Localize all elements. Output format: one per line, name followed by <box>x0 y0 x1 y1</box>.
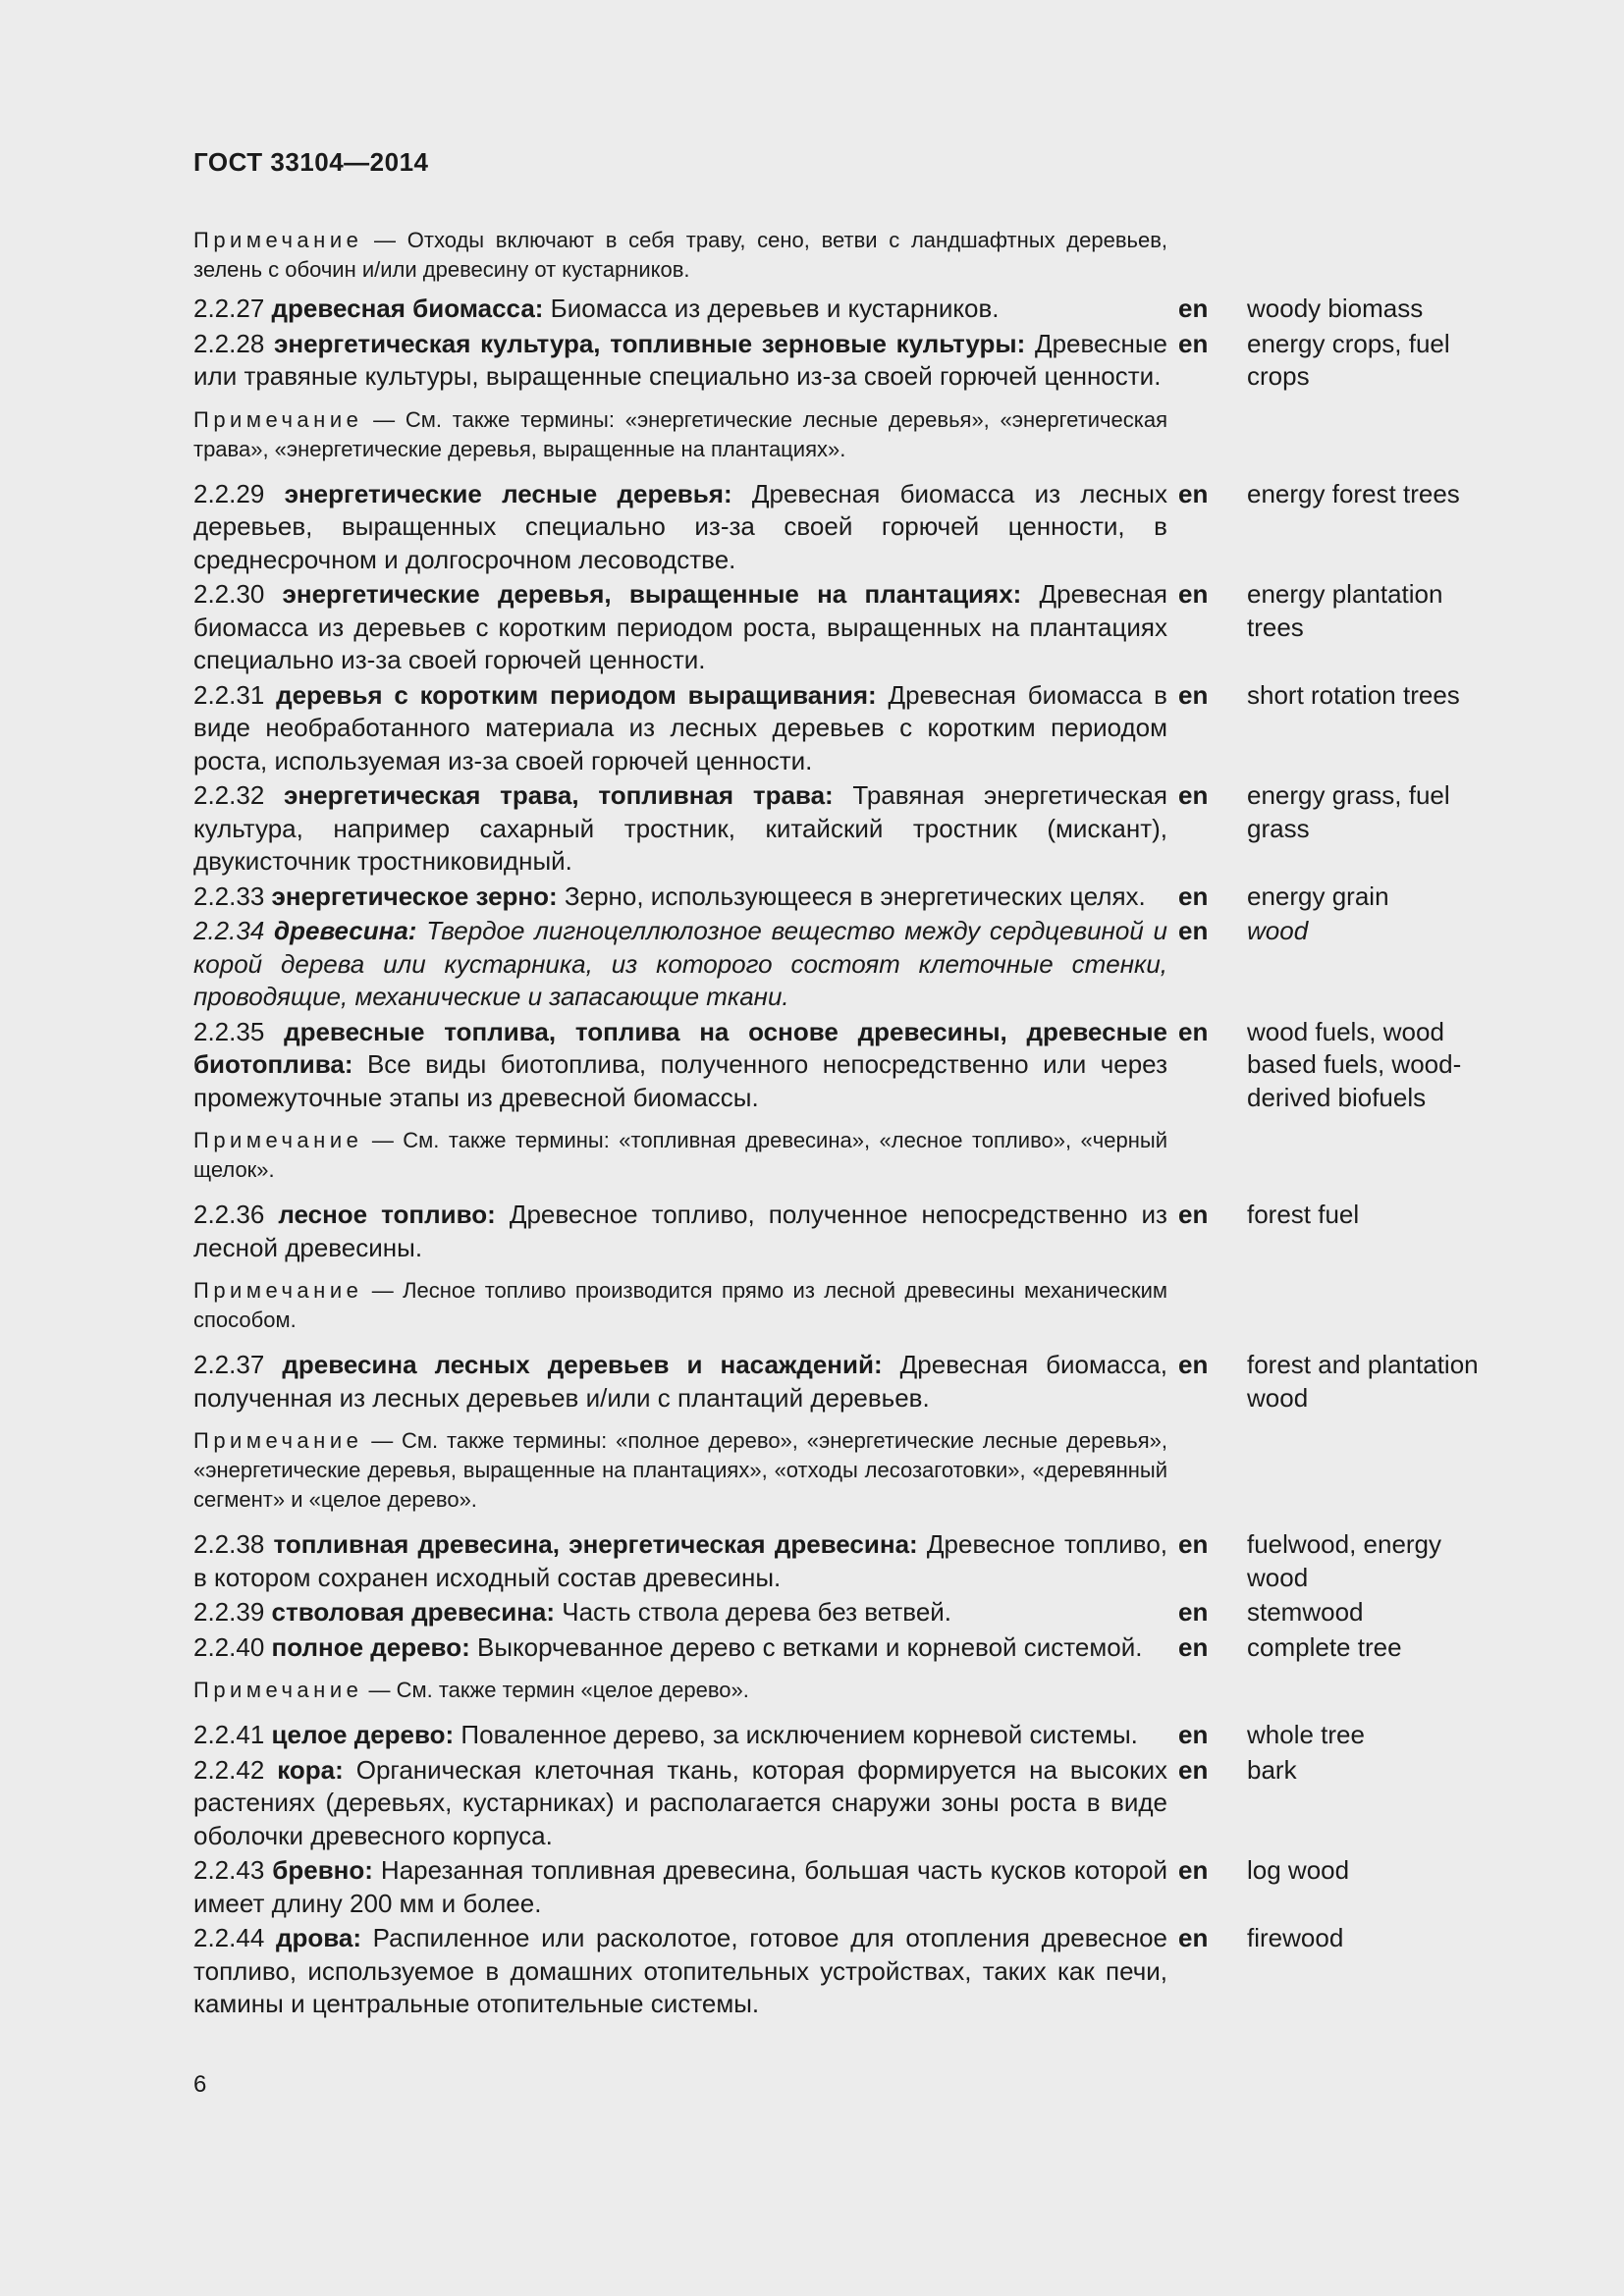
english-term: energy crops, fuel crops <box>1247 328 1450 391</box>
term-row <box>193 1199 1509 1264</box>
term-name: энергетическое зерно: <box>271 881 558 911</box>
english-term: energy grass, fuel grass <box>1247 780 1450 843</box>
term-number: 2.2.28 <box>193 328 265 358</box>
term-number: 2.2.39 <box>193 1597 265 1627</box>
term-def-text: Твердое лигноцеллюлозное вещество между сердцевиной и корой дерева или кустарника, из которого состоят клеточные стенки, проводящие, механические и запасающие ткани. <box>193 916 1167 1011</box>
term-number: 2.2.42 <box>193 1754 265 1785</box>
term-number: 2.2.41 <box>193 1720 265 1749</box>
term-definition <box>193 478 1167 577</box>
term-definition <box>193 1596 1167 1629</box>
term-number: 2.2.33 <box>193 881 265 911</box>
note-body: См. также термин «целое дерево». <box>396 1678 749 1702</box>
english-term: fuelwood, energy wood <box>1247 1529 1442 1592</box>
term-name: бревно: <box>272 1855 373 1885</box>
term-number: 2.2.27 <box>193 294 265 323</box>
term-name: стволовая древесина: <box>271 1597 556 1627</box>
language-tag: en <box>1178 1529 1209 1559</box>
language-tag: en <box>1178 294 1209 323</box>
note-row <box>193 1126 1509 1185</box>
term-def-text: Все виды биотоплива, полученного непосредственно или через промежуточные этапы из древесной биомассы. <box>193 1049 1167 1112</box>
term-row <box>193 779 1509 879</box>
note-dash: — <box>362 406 406 432</box>
term-name: древесина: <box>274 916 417 945</box>
language-tag: en <box>1178 881 1209 911</box>
language-tag: en <box>1178 1855 1209 1885</box>
note-label: Примечание <box>193 1128 363 1152</box>
english-term: bark <box>1247 1754 1297 1785</box>
language-tag: en <box>1178 1350 1209 1379</box>
term-definition <box>193 915 1167 1014</box>
term-name: дрова: <box>275 1923 361 1952</box>
term-number: 2.2.36 <box>193 1200 265 1229</box>
language-tag: en <box>1178 328 1209 358</box>
term-definition <box>193 578 1167 677</box>
page-number: 6 <box>193 2071 207 2098</box>
english-term: firewood <box>1247 1923 1344 1952</box>
term-number: 2.2.30 <box>193 579 265 609</box>
term-name: топливная древесина, энергетическая древесина: <box>273 1529 918 1559</box>
term-definition <box>193 779 1167 879</box>
term-definition <box>193 1922 1167 2021</box>
language-tag: en <box>1178 478 1209 508</box>
language-tag: en <box>1178 579 1209 609</box>
english-term: energy forest trees <box>1247 478 1460 508</box>
note-text <box>193 405 1167 464</box>
term-row <box>193 1596 1509 1629</box>
english-term: wood fuels, wood based fuels, wood-derived biofuels <box>1247 1016 1462 1112</box>
term-def-text: Древесная биомасса из лесных деревьев, выращенных специально из-за своей горючей ценности, в среднесрочном и долгосрочном лесоводстве. <box>193 478 1167 574</box>
english-term: log wood <box>1247 1855 1350 1885</box>
language-tag: en <box>1178 1200 1209 1229</box>
note-body: См. также термины: «топливная древесина», «лесное топливо», «черный щелок». <box>193 1128 1167 1182</box>
term-row <box>193 293 1509 326</box>
term-row <box>193 1754 1509 1853</box>
term-name: деревья с коротким периодом выращивания: <box>276 679 877 710</box>
english-term: energy plantation trees <box>1247 579 1443 642</box>
note-row <box>193 1276 1509 1335</box>
term-name: древесина лесных деревьев и насаждений: <box>282 1350 883 1379</box>
term-def-text: Нарезанная топливная древесина, большая часть кусков которой имеет длину 200 мм и более. <box>193 1855 1167 1918</box>
note-text <box>193 226 1167 285</box>
note-dash: — <box>362 1278 404 1303</box>
note-body: См. также термины: «полное дерево», «энергетические лесные деревья», «энергетические деревья, выращенные на плантациях», «отходы лесозаготовки», «деревянный сегмент» и «целое дерево». <box>193 1428 1168 1512</box>
language-tag: en <box>1178 1016 1209 1046</box>
term-def-text: Древесная биомасса, полученная из лесных деревьев и/или с плантаций деревьев. <box>193 1350 1168 1413</box>
term-number: 2.2.35 <box>193 1016 265 1046</box>
term-def-text: Выкорчеванное дерево с ветками и корневой системой. <box>469 1631 1143 1662</box>
terms-list <box>193 221 1509 2023</box>
note-dash: — <box>362 228 407 252</box>
term-row <box>193 1922 1509 2021</box>
term-row <box>193 328 1509 394</box>
note-label: Примечание <box>193 406 363 432</box>
note-body: См. также термины: «энергетические лесные деревья», «энергетическая трава», «энергетические деревья, выращенные на плантациях». <box>193 406 1167 461</box>
english-term: forest fuel <box>1247 1200 1360 1229</box>
term-def-text: Часть ствола дерева без ветвей. <box>555 1597 952 1627</box>
language-tag: en <box>1178 916 1209 945</box>
term-number: 2.2.43 <box>193 1855 265 1885</box>
term-definition <box>193 293 1167 326</box>
language-tag: en <box>1178 1754 1209 1785</box>
language-tag: en <box>1178 1597 1209 1627</box>
note-row <box>193 226 1509 285</box>
term-definition <box>193 1719 1167 1752</box>
note-body: Лесное топливо производится прямо из лесной древесины механическим способом. <box>193 1278 1168 1332</box>
term-row <box>193 1719 1509 1752</box>
term-def-text: Древесные или травяные культуры, выращенные специально из-за своей горючей ценности. <box>193 328 1167 391</box>
english-term: forest and plantation wood <box>1247 1350 1479 1413</box>
term-row <box>193 1528 1509 1594</box>
note-label: Примечание <box>193 1678 363 1702</box>
term-number: 2.2.44 <box>193 1923 265 1952</box>
term-row <box>193 1016 1509 1115</box>
term-def-text: Биомасса из деревьев и кустарников. <box>543 294 1000 323</box>
note-dash: — <box>362 1428 403 1453</box>
term-name: кора: <box>277 1754 344 1785</box>
term-def-text: Зерно, использующееся в энергетических целях. <box>557 881 1146 911</box>
note-label: Примечание <box>193 1428 363 1453</box>
term-name: энергетическая трава, топливная трава: <box>284 780 834 810</box>
term-row <box>193 881 1509 914</box>
term-definition <box>193 1528 1167 1594</box>
language-tag: en <box>1178 679 1209 710</box>
english-term: complete tree <box>1247 1631 1402 1662</box>
term-definition <box>193 1754 1167 1853</box>
term-name: древесные топлива, топлива на основе древесины, древесные биотоплива: <box>193 1016 1167 1079</box>
term-name: лесное топливо: <box>278 1200 496 1229</box>
term-def-text: Древесная биомасса из деревьев с коротким периодом роста, выращенных на плантациях специально из-за своей горючей ценности. <box>193 579 1167 674</box>
term-number: 2.2.37 <box>193 1350 265 1379</box>
note-row <box>193 1676 1509 1705</box>
note-text <box>193 1126 1167 1185</box>
term-row <box>193 1854 1509 1920</box>
note-body: Отходы включают в себя траву, сено, ветви с ландшафтных деревьев, зелень с обочин и/или древесину от кустарников. <box>193 228 1167 282</box>
term-row <box>193 578 1509 677</box>
term-definition <box>193 679 1167 778</box>
term-number: 2.2.38 <box>193 1529 265 1559</box>
term-number: 2.2.40 <box>193 1631 265 1662</box>
english-term: energy grain <box>1247 881 1389 911</box>
note-row <box>193 1426 1509 1515</box>
english-term: wood <box>1247 916 1309 945</box>
term-def-text: Древесное топливо, в котором сохранен исходный состав древесины. <box>193 1529 1167 1592</box>
note-text <box>193 1676 1167 1705</box>
term-name: энергетические деревья, выращенные на плантациях: <box>282 579 1022 609</box>
term-name: полное дерево: <box>271 1631 470 1662</box>
english-term: whole tree <box>1247 1720 1365 1749</box>
note-row <box>193 405 1509 464</box>
english-term: stemwood <box>1247 1597 1364 1627</box>
term-row <box>193 478 1509 577</box>
term-name: целое дерево: <box>271 1720 455 1749</box>
term-definition <box>193 881 1167 914</box>
term-definition <box>193 1854 1167 1920</box>
english-term: woody biomass <box>1247 294 1424 323</box>
language-tag: en <box>1178 780 1209 810</box>
term-name: энергетическая культура, топливные зерновые культуры: <box>274 328 1026 358</box>
term-number: 2.2.29 <box>193 478 265 508</box>
term-def-text: Травяная энергетическая культура, например сахарный тростник, китайский тростник (мискант), двукисточник тростниковидный. <box>193 780 1167 876</box>
term-def-text: Распиленное или расколотое, готовое для отопления древесное топливо, используемое в домашних отопительных устройствах, таких как печи, камины и центральные отопительные системы. <box>193 1923 1167 2018</box>
note-label: Примечание <box>193 228 363 252</box>
term-def-text: Органическая клеточная ткань, которая формируется на высоких растениях (деревьях, кустарниках) и располагается снаружи зоны роста в виде оболочки древесного корпуса. <box>193 1754 1168 1850</box>
term-row <box>193 679 1509 778</box>
note-dash: — <box>362 1678 397 1702</box>
term-row <box>193 1349 1509 1415</box>
term-number: 2.2.32 <box>193 780 265 810</box>
term-row <box>193 915 1509 1014</box>
term-definition <box>193 1349 1167 1415</box>
note-text <box>193 1276 1167 1335</box>
term-def-text: Древесное топливо, полученное непосредственно из лесной древесины. <box>193 1200 1167 1262</box>
language-tag: en <box>1178 1923 1209 1952</box>
term-def-text: Древесная биомасса в виде необработанного материала из лесных деревьев с коротким периодом роста, используемая из-за своей горючей ценности. <box>193 679 1167 775</box>
note-label: Примечание <box>193 1278 363 1303</box>
note-dash: — <box>362 1128 404 1152</box>
term-def-text: Поваленное дерево, за исключением корневой системы. <box>454 1720 1138 1749</box>
term-name: энергетические лесные деревья: <box>284 478 732 508</box>
term-name: древесная биомасса: <box>271 294 544 323</box>
note-text <box>193 1426 1167 1515</box>
term-row <box>193 1631 1509 1665</box>
language-tag: en <box>1178 1720 1209 1749</box>
english-term: short rotation trees <box>1247 679 1460 710</box>
document-header: ГОСТ 33104—2014 <box>193 147 429 177</box>
term-definition <box>193 328 1167 394</box>
term-number: 2.2.34 <box>193 916 265 945</box>
term-definition <box>193 1631 1167 1665</box>
language-tag: en <box>1178 1631 1209 1662</box>
term-definition <box>193 1016 1167 1115</box>
term-definition <box>193 1199 1167 1264</box>
term-number: 2.2.31 <box>193 679 265 710</box>
